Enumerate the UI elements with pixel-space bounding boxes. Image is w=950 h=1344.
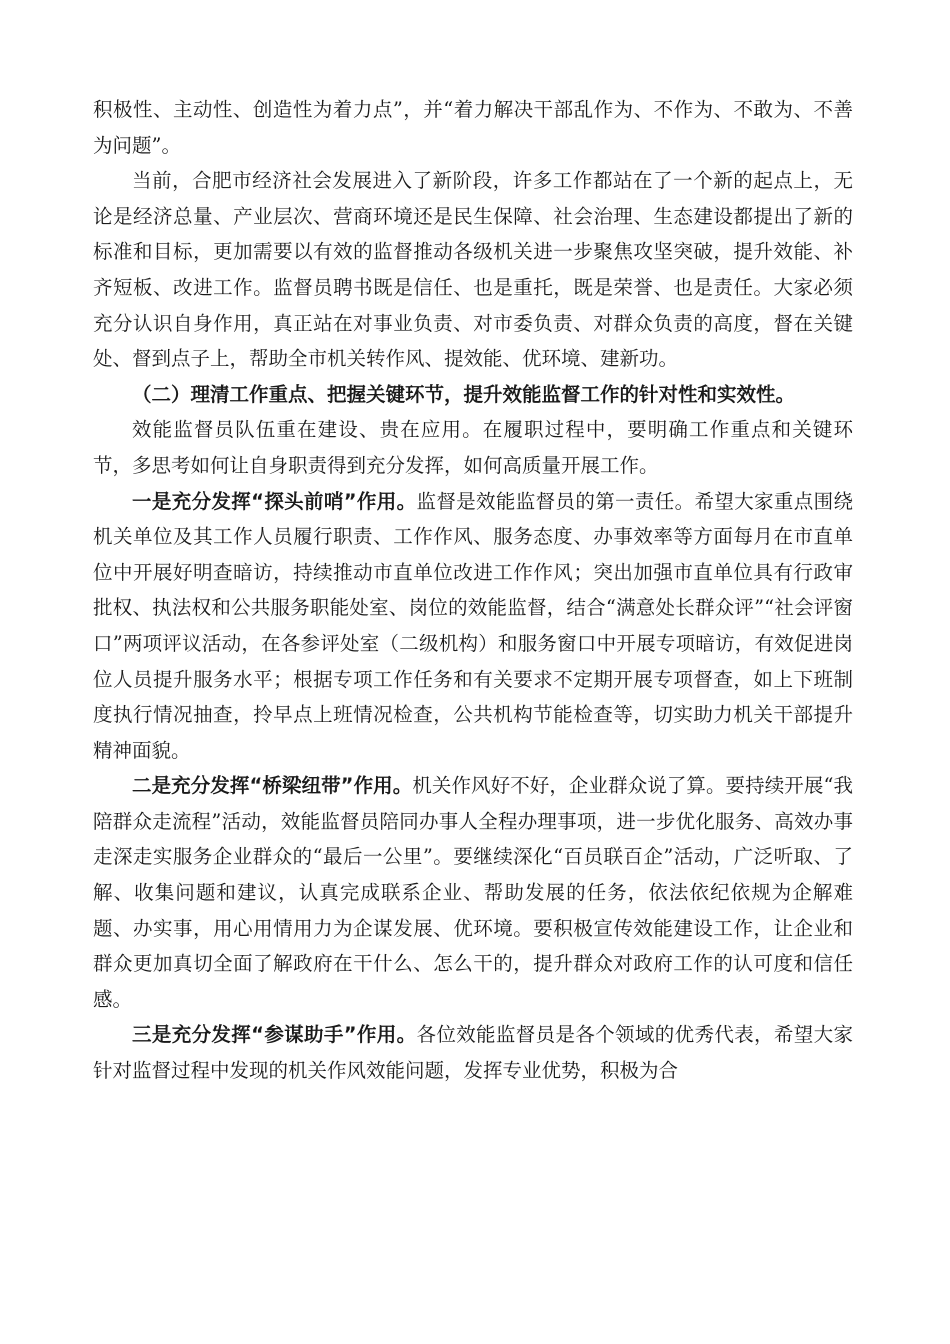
item-1-lead: 一是充分发挥“探头前哨”作用。: [132, 489, 417, 513]
paragraph-current-situation: 当前，合肥市经济社会发展进入了新阶段，许多工作都站在了一个新的起点上，无论是经济总量、产业层次、营商环境还是民生保障、社会治理、生态建设都提出了新的标准和目标，更加需要以有效的监督推动各级机关进一步聚焦攻坚突破，提升效能、补齐短板、改进工作。监督员聘书既是信任、也是重托，既是荣誉、也是责任。大家必须充分认识自身作用，真正站在对事业负责、对市委负责、对群众负责的高度，督在关键处、督到点子上，帮助全市机关转作风、提效能、优环境、建新功。: [93, 169, 853, 371]
section-heading-2: （二）理清工作重点、把握关键环节，提升效能监督工作的针对性和实效性。: [132, 382, 796, 406]
document-page: [93, 92, 853, 1089]
paragraph-team-building: 效能监督员队伍重在建设、贵在应用。在履职过程中，要明确工作重点和关键环节，多思考如何让自身职责得到充分发挥，如何高质量开展工作。: [93, 418, 853, 477]
item-3-body: 各位效能监督员是各个领域的优秀代表，希望大家针对监督过程中发现的机关作风效能问题，发挥专业优势，积极为合: [93, 1023, 853, 1083]
paragraph-item-2: [93, 768, 853, 1017]
item-2-body: 机关作风好不好，企业群众说了算。要持续开展“我陪群众走流程”活动，效能监督员陪同办事人全程办理事项，进一步优化服务、高效办事走深走实服务企业群众的“最后一公里”。要继续深化“百员联百企”活动，广泛听取、了解、收集问题和建议，认真完成联系企业、帮助发展的任务，依法依纪依规为企解难题、办实事，用心用情用力为企谋发展、优环境。要积极宣传效能建设工作，让企业和群众更加真切全面了解政府在干什么、怎么干的，提升群众对政府工作的认可度和信任感。: [93, 774, 853, 1011]
item-2-lead: 二是充分发挥“桥梁纽带”作用。: [132, 774, 413, 798]
item-1-body: 监督是效能监督员的第一责任。希望大家重点围绕机关单位及其工作人员履行职责、工作作风、服务态度、办事效率等方面每月在市直单位中开展好明查暗访，持续推动市直单位改进工作作风；突出加强市直单位具有行政审批权、执法权和公共服务职能处室、岗位的效能监督，结合“满意处长群众评”“社会评窗口”两项评议活动，在各参评处室（二级机构）和服务窗口中开展专项暗访，有效促进岗位人员提升服务水平；根据专项工作任务和有关要求不定期开展专项督查，如上下班制度执行情况抽查，拎早点上班情况检查，公共机构节能检查等，切实助力机关干部提升精神面貌。: [93, 489, 853, 762]
paragraph-item-3: [93, 1017, 853, 1088]
item-3-lead: 三是充分发挥“参谋助手”作用。: [132, 1023, 417, 1047]
paragraph-continuation: 积极性、主动性、创造性为着力点”，并“着力解决干部乱作为、不作为、不敢为、不善为问题”。: [93, 98, 853, 157]
paragraph-item-1: [93, 484, 853, 769]
